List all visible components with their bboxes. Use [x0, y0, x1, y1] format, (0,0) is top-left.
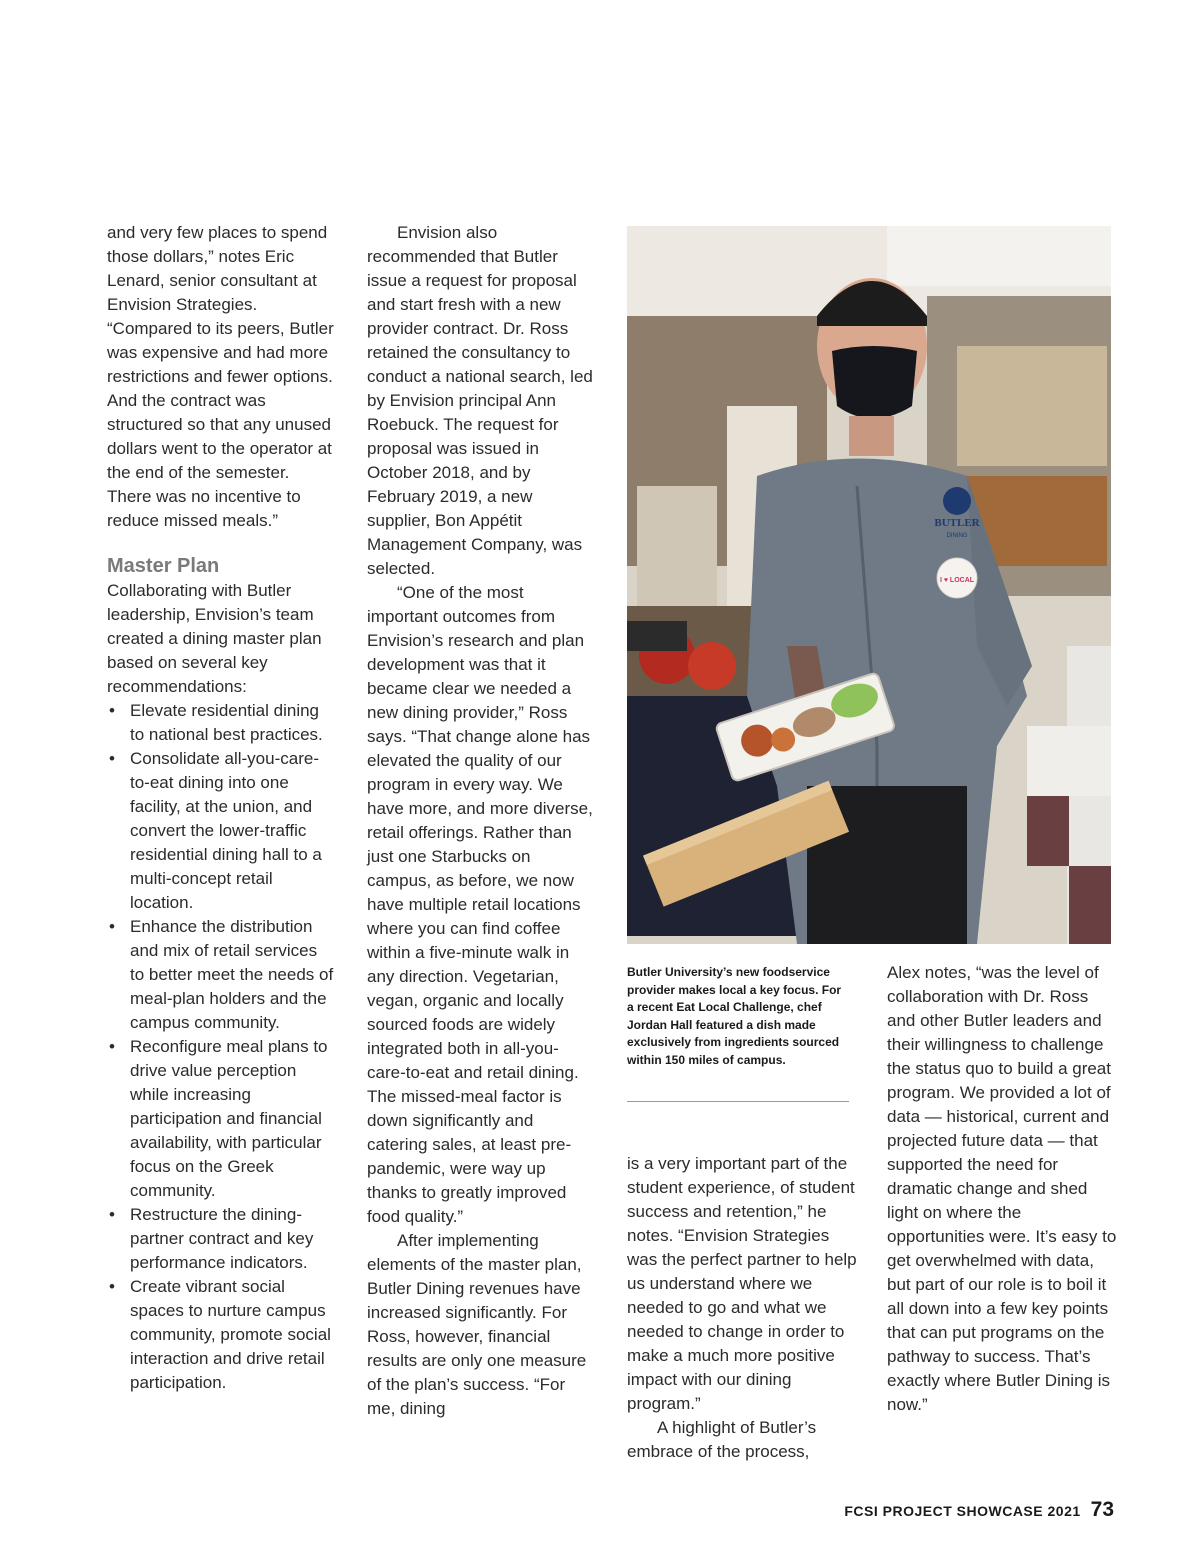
list-item: • Reconfigure meal plans to drive value perception while increasing participation and financial availability, with particular focus on the Greek community. — [107, 1035, 335, 1203]
page-number: 73 — [1090, 1498, 1114, 1521]
body-paragraph: Alex notes, “was the level of collaboration with Dr. Ross and other Butler leaders and their willingness to challenge the status quo to build a great program. We provided a lot of data — historical, current and projected future data — that supported the need for dramatic change and shed light on where the opportunities were. It’s easy to get overwhelmed with data, but part of our role is to boil it all down into a few key points that can put programs on the pathway to success. That’s exactly where Butler Dining is now.” — [887, 963, 1117, 1414]
body-paragraph: is a very important part of the student experience, of student success and retention,” he notes. “Envision Strategies was the perfect partner to help us understand where we needed to go and what we needed to change in order to make a much more positive impact with our dining program.” — [627, 1154, 857, 1413]
list-item: • Consolidate all-you-care-to-eat dining into one facility, at the union, and convert the lower-traffic residential dining hall to a multi-concept retail location. — [107, 747, 335, 915]
body-paragraph: and very few places to spend those dollars,” notes Eric Lenard, senior consultant at Envision Strategies. “Compared to its peers, Butler was expensive and had more restrictions and fewer options. And the contract was structured so that any unused dollars went to the operator at the end of the semester. There was no incentive to reduce missed meals.” — [107, 223, 334, 530]
body-paragraph: Envision also recommended that Butler issue a request for proposal and start fresh with a new provider contract. Dr. Ross retained the consultancy to conduct a national search, led by Envision principal Ann Roebuck. The request for proposal was issued in October 2018, and by February 2019, a new supplier, Bon Appétit Management Company, was selected. — [367, 223, 593, 578]
list-item: • Enhance the distribution and mix of retail services to better meet the needs of meal-plan holders and the campus community. — [107, 915, 335, 1035]
list-item: • Create vibrant social spaces to nurture campus community, promote social interaction and drive retail participation. — [107, 1275, 335, 1395]
page-footer — [844, 1498, 1114, 1522]
list-item: • Elevate residential dining to national best practices. — [107, 699, 335, 747]
article-column-3 — [627, 1152, 859, 1464]
article-column-2 — [367, 221, 597, 1421]
body-paragraph: Collaborating with Butler leadership, Envision’s team created a dining master plan based on several key recommendations: — [107, 581, 322, 696]
jacket-logo-subtext: DINING — [946, 533, 968, 539]
article-column-4 — [887, 961, 1119, 1417]
body-paragraph: “One of the most important outcomes from Envision’s research and plan development was that it became clear we needed a new dining provider,” Ross says. “That change alone has elevated the quality of our program in every way. We have more, and more diverse, retail offerings. Rather than just one Starbucks on campus, as before, we now have multiple retail locations where you can find coffee within a five-minute walk in any direction. Vegetarian, vegan, organic and locally sourced foods are widely integrated both in all-you-care-to-eat and retail dining. The missed-meal factor is down significantly and catering sales, at least pre-pandemic, were way up thanks to greatly improved food quality.” — [367, 583, 593, 1226]
section-heading: Master Plan — [107, 555, 220, 577]
caption-divider — [627, 1101, 849, 1102]
body-paragraph: A highlight of Butler’s embrace of the process, — [627, 1418, 817, 1461]
photo-caption: Butler University’s new foodservice provider makes local a key focus. For a recent Eat Local Challenge, chef Jordan Hall featured a dish made exclusively from ingredients sourced within 150 miles of campus. — [627, 965, 842, 1067]
jacket-logo-text: BUTLER — [934, 517, 980, 529]
list-item: • Restructure the dining-partner contract and key performance indicators. — [107, 1203, 335, 1275]
publication-label: FCSI PROJECT SHOWCASE 2021 — [844, 1503, 1081, 1519]
body-paragraph: After implementing elements of the master plan, Butler Dining revenues have increased significantly. For Ross, however, financial results are only one measure of the plan’s success. “For me, dining — [367, 1231, 587, 1418]
local-button-text: I ♥ LOCAL — [939, 577, 975, 584]
chef-photo — [627, 226, 1111, 944]
article-column-1 — [107, 221, 335, 1395]
recommendations-list — [107, 699, 335, 1395]
